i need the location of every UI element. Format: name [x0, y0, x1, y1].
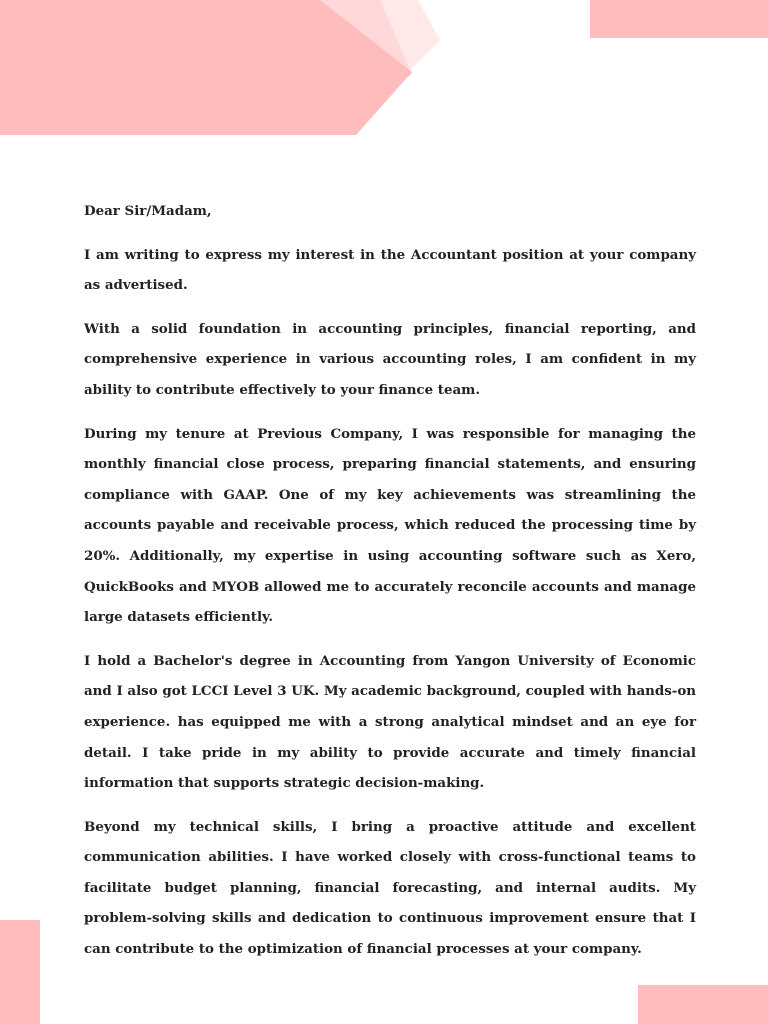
decor-light-shape — [320, 0, 412, 110]
letter-paragraph: With a solid foundation in accounting principles, financial reporting, and comprehensive experience in various accounting roles, I am confident in my ability to contribute effectively to your finance team. — [84, 320, 696, 398]
decor-corner-rect — [590, 0, 768, 38]
decor-main-shape — [0, 0, 412, 135]
header-decoration — [0, 0, 440, 135]
letter-paragraph: Beyond my technical skills, I bring a proactive attitude and excellent communication abilities. I have worked closely with cross-functional teams to facilitate budget planning, financial forecasting, and internal audits. My problem-solving skills and dedication to continuous improvement ensure that I can contribute to the optimization of financial processes at your company. — [84, 818, 696, 958]
letter-salutation: Dear Sir/Madam, — [84, 203, 212, 219]
footer-left-block — [0, 920, 40, 1024]
decor-pale-shape — [380, 0, 440, 72]
footer-right-block — [638, 985, 768, 1024]
letter-paragraph: I hold a Bachelor's degree in Accounting from Yangon University of Economic and I also got LCCI Level 3 UK. My academic background, coupled with hands-on experience. has equipped me with a strong analytical mindset and an eye for detail. I take pride in my ability to provide accurate and timely financial information that supports strategic decision-making. — [84, 652, 696, 792]
decor-left-rect — [0, 920, 40, 1024]
letter-paragraph: During my tenure at Previous Company, I was responsible for managing the monthly financial close process, preparing financial statements, and ensuring compliance with GAAP. One of my key achievements was streamlining the accounts payable and receivable process, which reduced the processing time by 20%. Additionally, my expertise in using accounting software such as Xero, QuickBooks and MYOB allowed me to accurately reconcile accounts and manage large datasets efficiently. — [84, 425, 696, 626]
cover-letter-body — [84, 196, 696, 978]
decor-right-rect — [638, 985, 768, 1024]
header-corner-block — [590, 0, 768, 38]
letter-paragraph: I am writing to express my interest in the Accountant position at your company as advertised. — [84, 246, 696, 294]
